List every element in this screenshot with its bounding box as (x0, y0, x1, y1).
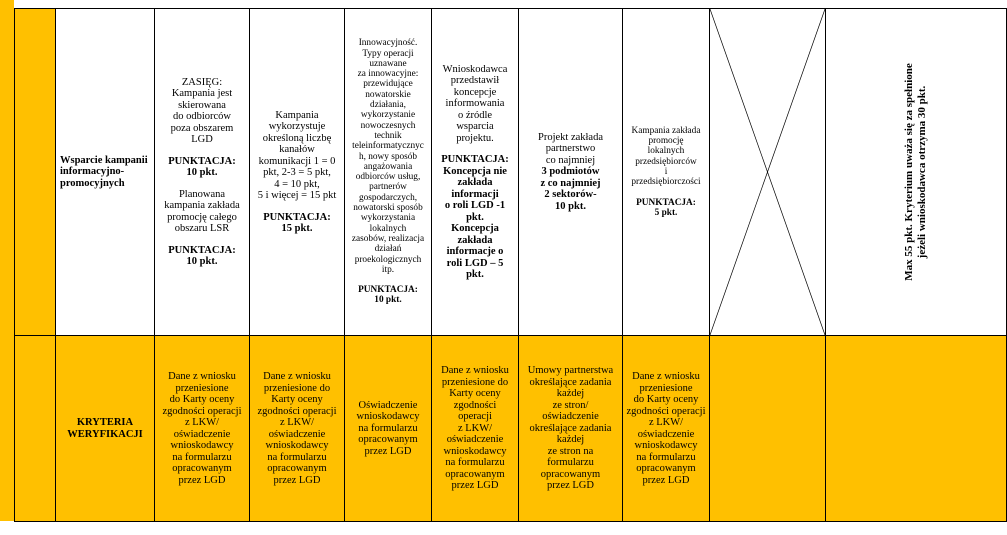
cell-text-line: uznawane (369, 58, 407, 69)
verification-cell-4 (432, 336, 519, 522)
max-points-cell (826, 9, 1007, 336)
cell-text-line: zakłada (457, 177, 493, 188)
criterion-cell-partnership (519, 9, 623, 336)
cell-text-line: określające zadania (529, 376, 612, 388)
cell-text-line: ze stron na (547, 445, 594, 457)
cell-text-line: pkt. (466, 269, 484, 280)
cell-text-line: projektu. (456, 132, 494, 144)
cell-text-line: zakłada (457, 234, 493, 246)
cell-text-line: opracowanym (540, 468, 601, 480)
cell-text-line: PUNKTACJA: (636, 197, 696, 208)
cell-text-line: na formularzu (445, 457, 505, 469)
cell-text-line: operacji (458, 411, 492, 423)
cell-text-line: z co najmniej (540, 177, 601, 189)
cell-text-line: do Karty oceny (633, 394, 699, 405)
cell-text-line: informacje o (446, 246, 504, 257)
cell-text-line: 15 pkt. (281, 223, 313, 234)
cell-text-line: Projekt zakłada (537, 131, 603, 143)
cell-text-line: przez LGD (178, 474, 226, 486)
cell-text-line: zasobów, realizacja (351, 233, 425, 244)
cell-text-line: 3 podmiotów (541, 166, 600, 178)
cell-text-line: 10 pkt. (186, 256, 218, 267)
cell-text-line: zgodności (453, 399, 497, 411)
cell-text-line: promocję całego (167, 211, 237, 223)
cell-text-line: wnioskodawcy (265, 440, 329, 451)
criterion-row (15, 9, 1007, 336)
cell-text-line: PUNKTACJA: (168, 155, 236, 167)
cell-text-line: Umowy partnerstwa (527, 365, 614, 377)
cell-text-line: nowatorskie (365, 89, 411, 100)
cell-text-line: ze stron/ (552, 399, 589, 411)
cell-text-line: PUNKTACJA: (358, 285, 418, 296)
criterion-cell-information (432, 9, 519, 336)
cell-text-line: zgodności operacji (257, 405, 337, 417)
cell-text-line: przez LGD (547, 480, 594, 492)
verification-cell-2 (250, 336, 345, 522)
cell-text-line: kampania zakłada (164, 200, 240, 211)
cell-text-line: określoną liczbę (262, 132, 332, 144)
cell-text-line: oświadczenie (446, 434, 504, 446)
cell-text-line: przez LGD (642, 474, 690, 486)
cell-text-line: na formularzu (172, 451, 232, 463)
verification-cell-empty-1 (710, 336, 826, 522)
cell-text-line: Innowacyjność. (358, 38, 418, 49)
verification-row (15, 336, 1007, 522)
cell-text-line: Oświadczenie (358, 399, 418, 411)
cell-text-line: 2 sektorów- (544, 189, 597, 201)
cell-text-line: komunikacji 1 = 0 (258, 155, 336, 167)
cell-text-line: na formularzu (267, 451, 327, 463)
verification-cell-empty-2 (826, 336, 1007, 522)
cell-text-line: pkt. (466, 211, 484, 223)
cell-text-line: partnerstwo (545, 143, 596, 155)
cell-text-line: Kampania jest skierowana (171, 88, 233, 111)
cell-text-line: 4 = 10 pkt, (274, 178, 320, 190)
cell-text-line: Dane z wniosku (168, 371, 236, 382)
cell-text-line: na formularzu (636, 451, 696, 463)
cell-text-line: PUNKTACJA: (441, 154, 509, 165)
cell-text-line: przez LGD (364, 445, 412, 457)
cell-text-line: wnioskodawcy (356, 411, 420, 423)
cross-mark-icon (710, 9, 825, 335)
cell-text-line: przez LGD (273, 474, 321, 486)
cell-text-line: Typy operacji (362, 48, 414, 59)
cell-text-line: Dane z wniosku (632, 371, 700, 382)
line-spacer (253, 202, 341, 212)
cell-text-line: wnioskodawcy (443, 445, 507, 457)
criterion-name: Wsparcie kampanii informacyjno-promocyjnych (56, 9, 155, 336)
cell-text-line: przeniesione do (263, 382, 331, 394)
left-margin-stripe (0, 0, 14, 521)
max-points-note: Max 55 pkt. Kryterium uważa się za spełnione jeżeli wnioskodawca otrzyma 30 pkt. (903, 63, 928, 281)
cell-text-line: każdej (556, 388, 585, 400)
cell-text-line: przewidujące (363, 79, 413, 90)
verification-cell-6 (623, 336, 710, 522)
cell-text-line: działań (374, 244, 402, 255)
cell-text-line: kanałów (279, 144, 315, 155)
cell-text-line: wykorzystania (360, 213, 416, 224)
cell-text-line: Karty oceny (449, 388, 501, 400)
cell-text-line: 5 pkt. (654, 207, 678, 218)
crossed-out-cell (710, 9, 826, 336)
cell-text-line: Planowana (178, 188, 226, 200)
cell-text-line: odbiorców usług, (355, 172, 421, 183)
cell-text-line: przedstawił (450, 75, 500, 86)
cell-text-line: oświadczenie (173, 428, 231, 440)
criterion-cell-range (155, 9, 250, 336)
cell-text-line: wykorzystanie (360, 110, 416, 121)
cell-text-line: wnioskodawcy (170, 440, 234, 451)
cell-text-line: poza obszarem (170, 122, 234, 134)
cell-text-line: Kampania zakłada (631, 125, 701, 136)
cell-text-line: Dane z wniosku (263, 371, 331, 382)
line-spacer (435, 144, 515, 154)
cell-text-line: teleinformatycznyc (352, 141, 424, 152)
cell-text-line: nowoczesnych (360, 120, 416, 131)
cell-text-line: lokalnych (369, 223, 407, 234)
cell-text-line: Koncepcja (451, 223, 499, 234)
cell-text-line: gospodarczych, (358, 192, 418, 203)
cell-text-line: formularzu (547, 457, 594, 469)
cell-text-line: zgodności operacji (626, 405, 706, 417)
cell-text-line: przeniesione (639, 382, 693, 394)
cell-text-line: przez LGD (451, 480, 499, 492)
cell-text-line: na formularzu (358, 422, 418, 434)
left-yellow-column (15, 9, 56, 336)
cell-text-line: opracowanym (445, 468, 505, 480)
cell-text-line: PUNKTACJA: (168, 244, 236, 256)
left-yellow-column-lower (15, 336, 56, 522)
cell-text-line: informowania (445, 98, 505, 109)
line-spacer (158, 179, 246, 189)
cell-text-line: wykorzystuje (268, 121, 326, 132)
line-spacer (626, 188, 706, 198)
cell-text-line: z LKW/ (457, 422, 493, 434)
verification-label: KRYTERIA WERYFIKACJI (56, 336, 155, 522)
cell-text-line: do odbiorców (172, 111, 232, 122)
cell-text-line: Karty oceny (271, 394, 323, 405)
cell-text-line: itp. (381, 264, 395, 275)
criterion-cell-entrepreneurship (623, 9, 710, 336)
cell-text-line: przedsiębiorców (635, 156, 697, 167)
cell-text-line: Wnioskodawca (442, 63, 508, 75)
cell-text-line: h, nowy sposób (358, 151, 418, 162)
cell-text-line: przeniesione (175, 382, 229, 394)
cell-text-line: o źródle (457, 109, 493, 121)
cell-text-line: angażowania (363, 161, 413, 172)
criteria-table (14, 8, 1007, 522)
cell-text-line: wsparcia (456, 121, 494, 132)
cell-text-line: pkt, 2-3 = 5 pkt, (263, 167, 331, 178)
cell-text-line: nowatorski sposób (353, 203, 423, 214)
cell-text-line: Dane z wniosku (441, 365, 509, 377)
cell-text-line: każdej (556, 434, 585, 446)
cell-text-line: przeniesione do (441, 376, 509, 388)
cell-text-line: LGD (191, 134, 213, 145)
criterion-cell-innovation (345, 9, 432, 336)
cell-text-line: przedsiębiorczości (631, 177, 701, 188)
cell-text-line: lokalnych (647, 146, 685, 157)
cell-text-line: 5 i więcej = 15 pkt (257, 190, 337, 201)
criterion-cell-channels (250, 9, 345, 336)
cell-text-line: z LKW/ (648, 417, 684, 428)
cell-text-line: koncepcje (453, 86, 497, 98)
cell-text-line: wnioskodawcy (634, 440, 698, 451)
verification-cell-5 (519, 336, 623, 522)
cell-text-line: opracowanym (636, 463, 696, 474)
cell-text-line: działania, (370, 100, 406, 111)
cell-text-line: oświadczenie (637, 428, 695, 440)
cell-text-line: Koncepcja nie (443, 165, 507, 177)
cell-text-line: opracowanym (172, 463, 232, 474)
line-spacer (158, 146, 246, 156)
cell-text-line: opracowanym (358, 434, 418, 446)
cell-text-line: obszaru LSR (174, 223, 230, 234)
cell-text-line: promocję (648, 136, 684, 147)
cell-text-line: co najmniej (545, 154, 596, 166)
cell-text-line: oświadczenie (542, 411, 599, 423)
cell-text-line: i (664, 167, 668, 177)
verification-cell-3 (345, 336, 432, 522)
line-spacer (158, 235, 246, 245)
cell-text-line: za innowacyjne: (357, 69, 419, 80)
cell-text-line: PUNKTACJA: (263, 211, 331, 223)
cell-text-line: oświadczenie (268, 428, 326, 440)
cell-text-line: określające zadania (529, 422, 612, 434)
cell-text-line: 10 pkt. (555, 200, 586, 212)
cell-text-line: z LKW/ (184, 417, 220, 428)
cell-text-line: technik (374, 130, 402, 141)
cell-text-line: partnerów (369, 182, 407, 193)
cell-text-line: 10 pkt. (374, 295, 402, 306)
verification-cell-1 (155, 336, 250, 522)
cell-text-line: proekologicznych (354, 254, 422, 265)
cell-text-line: 10 pkt. (186, 167, 218, 178)
cell-text-line: ZASIĘG: (181, 76, 223, 88)
cell-text-line: Kampania (275, 109, 319, 121)
cell-text-line: roli LGD – 5 (446, 257, 504, 269)
cell-text-line: z LKW/ (279, 417, 315, 428)
cell-text-line: do Karty oceny (169, 394, 235, 405)
cell-text-line: o roli LGD -1 (444, 200, 506, 211)
cell-text-line: opracowanym (267, 463, 327, 474)
cell-text-line: informacji (451, 188, 499, 200)
line-spacer (348, 275, 428, 285)
cell-text-line: zgodności operacji (162, 405, 242, 417)
